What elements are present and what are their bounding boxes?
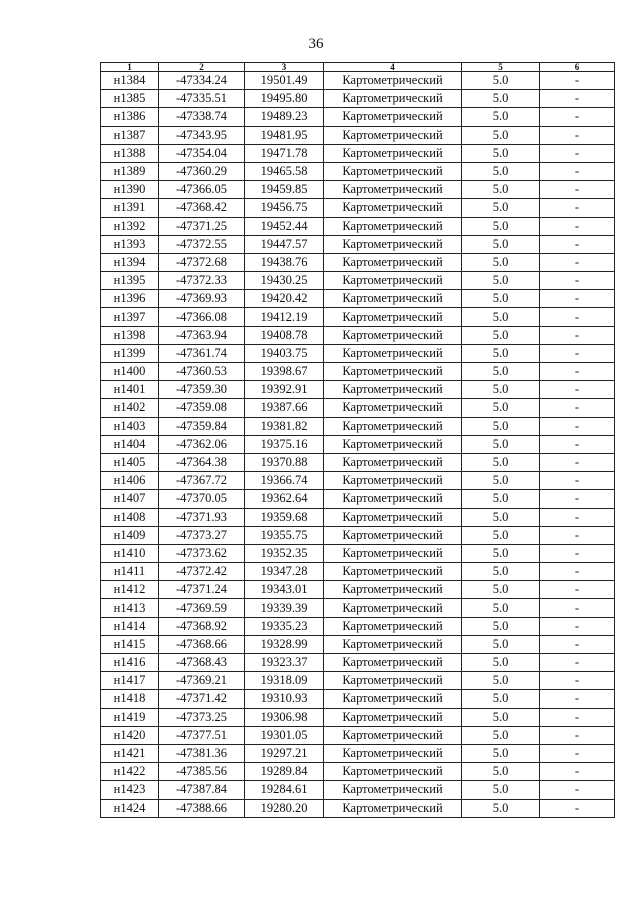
note-cell: -: [540, 162, 615, 180]
accuracy-cell: 5.0: [462, 726, 540, 744]
note-cell: -: [540, 635, 615, 653]
y-coordinate-cell: 19481.95: [245, 126, 324, 144]
accuracy-cell: 5.0: [462, 308, 540, 326]
y-coordinate-cell: 19465.58: [245, 162, 324, 180]
note-cell: -: [540, 417, 615, 435]
page-number: 36: [308, 36, 324, 52]
point-id-cell: н1389: [101, 162, 159, 180]
y-coordinate-cell: 19347.28: [245, 563, 324, 581]
table-row: [101, 563, 615, 581]
x-coordinate-cell: -47359.08: [159, 399, 245, 417]
method-cell: Картометрический: [324, 344, 462, 362]
accuracy-cell: 5.0: [462, 508, 540, 526]
point-id-cell: н1413: [101, 599, 159, 617]
point-id-cell: н1392: [101, 217, 159, 235]
note-cell: -: [540, 672, 615, 690]
method-cell: Картометрический: [324, 108, 462, 126]
table-row: [101, 90, 615, 108]
note-cell: -: [540, 799, 615, 817]
accuracy-cell: 5.0: [462, 763, 540, 781]
point-id-cell: н1406: [101, 472, 159, 490]
note-cell: -: [540, 763, 615, 781]
table-row: [101, 126, 615, 144]
method-cell: Картометрический: [324, 253, 462, 271]
column-header-5: 5: [462, 63, 540, 72]
note-cell: -: [540, 472, 615, 490]
note-cell: -: [540, 399, 615, 417]
table-row: [101, 399, 615, 417]
x-coordinate-cell: -47371.93: [159, 508, 245, 526]
note-cell: -: [540, 781, 615, 799]
y-coordinate-cell: 19370.88: [245, 453, 324, 471]
accuracy-cell: 5.0: [462, 617, 540, 635]
y-coordinate-cell: 19343.01: [245, 581, 324, 599]
accuracy-cell: 5.0: [462, 72, 540, 90]
y-coordinate-cell: 19289.84: [245, 763, 324, 781]
note-cell: -: [540, 508, 615, 526]
table-row: [101, 708, 615, 726]
y-coordinate-cell: 19310.93: [245, 690, 324, 708]
note-cell: -: [540, 126, 615, 144]
coordinates-table: [100, 62, 615, 818]
method-cell: Картометрический: [324, 690, 462, 708]
x-coordinate-cell: -47369.93: [159, 290, 245, 308]
point-id-cell: н1402: [101, 399, 159, 417]
method-cell: Картометрический: [324, 199, 462, 217]
note-cell: -: [540, 272, 615, 290]
x-coordinate-cell: -47335.51: [159, 90, 245, 108]
point-id-cell: н1422: [101, 763, 159, 781]
x-coordinate-cell: -47371.24: [159, 581, 245, 599]
y-coordinate-cell: 19359.68: [245, 508, 324, 526]
accuracy-cell: 5.0: [462, 290, 540, 308]
method-cell: Картометрический: [324, 472, 462, 490]
x-coordinate-cell: -47343.95: [159, 126, 245, 144]
note-cell: -: [540, 617, 615, 635]
method-cell: Картометрический: [324, 290, 462, 308]
note-cell: -: [540, 453, 615, 471]
x-coordinate-cell: -47371.42: [159, 690, 245, 708]
note-cell: -: [540, 726, 615, 744]
y-coordinate-cell: 19456.75: [245, 199, 324, 217]
method-cell: Картометрический: [324, 217, 462, 235]
table-row: [101, 726, 615, 744]
y-coordinate-cell: 19284.61: [245, 781, 324, 799]
point-id-cell: н1412: [101, 581, 159, 599]
table-row: [101, 744, 615, 762]
point-id-cell: н1411: [101, 563, 159, 581]
table-row: [101, 599, 615, 617]
y-coordinate-cell: 19328.99: [245, 635, 324, 653]
y-coordinate-cell: 19392.91: [245, 381, 324, 399]
method-cell: Картометрический: [324, 417, 462, 435]
y-coordinate-cell: 19362.64: [245, 490, 324, 508]
method-cell: Картометрический: [324, 563, 462, 581]
method-cell: Картометрический: [324, 654, 462, 672]
x-coordinate-cell: -47362.06: [159, 435, 245, 453]
table-row: [101, 381, 615, 399]
y-coordinate-cell: 19323.37: [245, 654, 324, 672]
note-cell: -: [540, 544, 615, 562]
accuracy-cell: 5.0: [462, 199, 540, 217]
column-header-2: 2: [159, 63, 245, 72]
y-coordinate-cell: 19489.23: [245, 108, 324, 126]
table-row: [101, 72, 615, 90]
table-row: [101, 417, 615, 435]
point-id-cell: н1410: [101, 544, 159, 562]
note-cell: -: [540, 708, 615, 726]
accuracy-cell: 5.0: [462, 326, 540, 344]
table-row: [101, 344, 615, 362]
table-row: [101, 581, 615, 599]
method-cell: Картометрический: [324, 617, 462, 635]
y-coordinate-cell: 19366.74: [245, 472, 324, 490]
point-id-cell: н1386: [101, 108, 159, 126]
accuracy-cell: 5.0: [462, 126, 540, 144]
note-cell: -: [540, 344, 615, 362]
accuracy-cell: 5.0: [462, 235, 540, 253]
table-row: [101, 217, 615, 235]
accuracy-cell: 5.0: [462, 581, 540, 599]
point-id-cell: н1391: [101, 199, 159, 217]
note-cell: -: [540, 381, 615, 399]
accuracy-cell: 5.0: [462, 563, 540, 581]
note-cell: -: [540, 90, 615, 108]
x-coordinate-cell: -47359.84: [159, 417, 245, 435]
note-cell: -: [540, 199, 615, 217]
x-coordinate-cell: -47373.27: [159, 526, 245, 544]
note-cell: -: [540, 217, 615, 235]
point-id-cell: н1401: [101, 381, 159, 399]
table-row: [101, 672, 615, 690]
accuracy-cell: 5.0: [462, 708, 540, 726]
method-cell: Картометрический: [324, 544, 462, 562]
method-cell: Картометрический: [324, 308, 462, 326]
point-id-cell: н1414: [101, 617, 159, 635]
method-cell: Картометрический: [324, 526, 462, 544]
x-coordinate-cell: -47360.29: [159, 162, 245, 180]
x-coordinate-cell: -47368.42: [159, 199, 245, 217]
y-coordinate-cell: 19375.16: [245, 435, 324, 453]
y-coordinate-cell: 19352.35: [245, 544, 324, 562]
table-row: [101, 781, 615, 799]
method-cell: Картометрический: [324, 72, 462, 90]
x-coordinate-cell: -47369.21: [159, 672, 245, 690]
table-header-row: [101, 63, 615, 72]
table-row: [101, 490, 615, 508]
accuracy-cell: 5.0: [462, 363, 540, 381]
accuracy-cell: 5.0: [462, 399, 540, 417]
accuracy-cell: 5.0: [462, 217, 540, 235]
method-cell: Картометрический: [324, 90, 462, 108]
point-id-cell: н1387: [101, 126, 159, 144]
y-coordinate-cell: 19301.05: [245, 726, 324, 744]
method-cell: Картометрический: [324, 363, 462, 381]
note-cell: -: [540, 363, 615, 381]
point-id-cell: н1419: [101, 708, 159, 726]
table-row: [101, 199, 615, 217]
note-cell: -: [540, 526, 615, 544]
accuracy-cell: 5.0: [462, 453, 540, 471]
table-row: [101, 308, 615, 326]
method-cell: Картометрический: [324, 708, 462, 726]
table-row: [101, 253, 615, 271]
point-id-cell: н1395: [101, 272, 159, 290]
point-id-cell: н1423: [101, 781, 159, 799]
x-coordinate-cell: -47372.68: [159, 253, 245, 271]
table-row: [101, 326, 615, 344]
x-coordinate-cell: -47372.33: [159, 272, 245, 290]
x-coordinate-cell: -47372.42: [159, 563, 245, 581]
point-id-cell: н1384: [101, 72, 159, 90]
x-coordinate-cell: -47372.55: [159, 235, 245, 253]
method-cell: Картометрический: [324, 272, 462, 290]
column-header-1: 1: [101, 63, 159, 72]
table-row: [101, 162, 615, 180]
y-coordinate-cell: 19420.42: [245, 290, 324, 308]
point-id-cell: н1407: [101, 490, 159, 508]
y-coordinate-cell: 19495.80: [245, 90, 324, 108]
y-coordinate-cell: 19452.44: [245, 217, 324, 235]
note-cell: -: [540, 72, 615, 90]
accuracy-cell: 5.0: [462, 799, 540, 817]
method-cell: Картометрический: [324, 381, 462, 399]
method-cell: Картометрический: [324, 508, 462, 526]
point-id-cell: н1417: [101, 672, 159, 690]
point-id-cell: н1400: [101, 363, 159, 381]
y-coordinate-cell: 19501.49: [245, 72, 324, 90]
table-row: [101, 799, 615, 817]
method-cell: Картометрический: [324, 235, 462, 253]
note-cell: -: [540, 690, 615, 708]
table-row: [101, 635, 615, 653]
method-cell: Картометрический: [324, 399, 462, 417]
y-coordinate-cell: 19430.25: [245, 272, 324, 290]
note-cell: -: [540, 563, 615, 581]
x-coordinate-cell: -47364.38: [159, 453, 245, 471]
table-row: [101, 235, 615, 253]
y-coordinate-cell: 19408.78: [245, 326, 324, 344]
table-row: [101, 654, 615, 672]
table-row: [101, 472, 615, 490]
accuracy-cell: 5.0: [462, 181, 540, 199]
point-id-cell: н1409: [101, 526, 159, 544]
y-coordinate-cell: 19280.20: [245, 799, 324, 817]
accuracy-cell: 5.0: [462, 253, 540, 271]
note-cell: -: [540, 581, 615, 599]
point-id-cell: н1404: [101, 435, 159, 453]
accuracy-cell: 5.0: [462, 744, 540, 762]
point-id-cell: н1403: [101, 417, 159, 435]
x-coordinate-cell: -47387.84: [159, 781, 245, 799]
x-coordinate-cell: -47369.59: [159, 599, 245, 617]
x-coordinate-cell: -47354.04: [159, 144, 245, 162]
table-row: [101, 508, 615, 526]
x-coordinate-cell: -47359.30: [159, 381, 245, 399]
note-cell: -: [540, 235, 615, 253]
method-cell: Картометрический: [324, 763, 462, 781]
y-coordinate-cell: 19398.67: [245, 363, 324, 381]
note-cell: -: [540, 308, 615, 326]
note-cell: -: [540, 435, 615, 453]
x-coordinate-cell: -47373.25: [159, 708, 245, 726]
note-cell: -: [540, 181, 615, 199]
table-row: [101, 108, 615, 126]
accuracy-cell: 5.0: [462, 417, 540, 435]
table-row: [101, 290, 615, 308]
point-id-cell: н1424: [101, 799, 159, 817]
point-id-cell: н1397: [101, 308, 159, 326]
y-coordinate-cell: 19297.21: [245, 744, 324, 762]
x-coordinate-cell: -47361.74: [159, 344, 245, 362]
method-cell: Картометрический: [324, 435, 462, 453]
y-coordinate-cell: 19306.98: [245, 708, 324, 726]
note-cell: -: [540, 490, 615, 508]
y-coordinate-cell: 19339.39: [245, 599, 324, 617]
y-coordinate-cell: 19335.23: [245, 617, 324, 635]
accuracy-cell: 5.0: [462, 162, 540, 180]
table-row: [101, 453, 615, 471]
x-coordinate-cell: -47381.36: [159, 744, 245, 762]
accuracy-cell: 5.0: [462, 526, 540, 544]
note-cell: -: [540, 253, 615, 271]
point-id-cell: н1396: [101, 290, 159, 308]
table-row: [101, 763, 615, 781]
point-id-cell: н1399: [101, 344, 159, 362]
x-coordinate-cell: -47385.56: [159, 763, 245, 781]
method-cell: Картометрический: [324, 581, 462, 599]
method-cell: Картометрический: [324, 781, 462, 799]
method-cell: Картометрический: [324, 162, 462, 180]
method-cell: Картометрический: [324, 181, 462, 199]
method-cell: Картометрический: [324, 326, 462, 344]
note-cell: -: [540, 744, 615, 762]
point-id-cell: н1408: [101, 508, 159, 526]
accuracy-cell: 5.0: [462, 672, 540, 690]
y-coordinate-cell: 19438.76: [245, 253, 324, 271]
y-coordinate-cell: 19403.75: [245, 344, 324, 362]
note-cell: -: [540, 326, 615, 344]
method-cell: Картометрический: [324, 672, 462, 690]
point-id-cell: н1385: [101, 90, 159, 108]
point-id-cell: н1388: [101, 144, 159, 162]
point-id-cell: н1415: [101, 635, 159, 653]
point-id-cell: н1393: [101, 235, 159, 253]
method-cell: Картометрический: [324, 144, 462, 162]
accuracy-cell: 5.0: [462, 435, 540, 453]
method-cell: Картометрический: [324, 799, 462, 817]
x-coordinate-cell: -47366.05: [159, 181, 245, 199]
point-id-cell: н1416: [101, 654, 159, 672]
note-cell: -: [540, 599, 615, 617]
table-body: [101, 72, 615, 818]
method-cell: Картометрический: [324, 726, 462, 744]
point-id-cell: н1420: [101, 726, 159, 744]
x-coordinate-cell: -47368.66: [159, 635, 245, 653]
y-coordinate-cell: 19412.19: [245, 308, 324, 326]
accuracy-cell: 5.0: [462, 599, 540, 617]
x-coordinate-cell: -47371.25: [159, 217, 245, 235]
column-header-4: 4: [324, 63, 462, 72]
point-id-cell: н1418: [101, 690, 159, 708]
method-cell: Картометрический: [324, 635, 462, 653]
accuracy-cell: 5.0: [462, 544, 540, 562]
x-coordinate-cell: -47367.72: [159, 472, 245, 490]
method-cell: Картометрический: [324, 599, 462, 617]
table-row: [101, 435, 615, 453]
accuracy-cell: 5.0: [462, 344, 540, 362]
y-coordinate-cell: 19447.57: [245, 235, 324, 253]
accuracy-cell: 5.0: [462, 781, 540, 799]
method-cell: Картометрический: [324, 744, 462, 762]
table-row: [101, 363, 615, 381]
table-row: [101, 272, 615, 290]
table-row: [101, 690, 615, 708]
point-id-cell: н1394: [101, 253, 159, 271]
method-cell: Картометрический: [324, 126, 462, 144]
accuracy-cell: 5.0: [462, 690, 540, 708]
method-cell: Картометрический: [324, 453, 462, 471]
point-id-cell: н1390: [101, 181, 159, 199]
accuracy-cell: 5.0: [462, 272, 540, 290]
x-coordinate-cell: -47368.43: [159, 654, 245, 672]
y-coordinate-cell: 19318.09: [245, 672, 324, 690]
column-header-6: 6: [540, 63, 615, 72]
point-id-cell: н1421: [101, 744, 159, 762]
accuracy-cell: 5.0: [462, 144, 540, 162]
y-coordinate-cell: 19381.82: [245, 417, 324, 435]
note-cell: -: [540, 290, 615, 308]
x-coordinate-cell: -47377.51: [159, 726, 245, 744]
table-row: [101, 144, 615, 162]
x-coordinate-cell: -47370.05: [159, 490, 245, 508]
x-coordinate-cell: -47366.08: [159, 308, 245, 326]
accuracy-cell: 5.0: [462, 472, 540, 490]
x-coordinate-cell: -47368.92: [159, 617, 245, 635]
accuracy-cell: 5.0: [462, 381, 540, 399]
accuracy-cell: 5.0: [462, 108, 540, 126]
y-coordinate-cell: 19471.78: [245, 144, 324, 162]
table-row: [101, 181, 615, 199]
table-row: [101, 526, 615, 544]
y-coordinate-cell: 19387.66: [245, 399, 324, 417]
note-cell: -: [540, 108, 615, 126]
y-coordinate-cell: 19459.85: [245, 181, 324, 199]
accuracy-cell: 5.0: [462, 654, 540, 672]
note-cell: -: [540, 654, 615, 672]
table-row: [101, 617, 615, 635]
accuracy-cell: 5.0: [462, 90, 540, 108]
column-header-3: 3: [245, 63, 324, 72]
x-coordinate-cell: -47363.94: [159, 326, 245, 344]
x-coordinate-cell: -47334.24: [159, 72, 245, 90]
table-row: [101, 544, 615, 562]
x-coordinate-cell: -47338.74: [159, 108, 245, 126]
accuracy-cell: 5.0: [462, 635, 540, 653]
x-coordinate-cell: -47360.53: [159, 363, 245, 381]
method-cell: Картометрический: [324, 490, 462, 508]
x-coordinate-cell: -47373.62: [159, 544, 245, 562]
note-cell: -: [540, 144, 615, 162]
y-coordinate-cell: 19355.75: [245, 526, 324, 544]
x-coordinate-cell: -47388.66: [159, 799, 245, 817]
accuracy-cell: 5.0: [462, 490, 540, 508]
point-id-cell: н1398: [101, 326, 159, 344]
point-id-cell: н1405: [101, 453, 159, 471]
